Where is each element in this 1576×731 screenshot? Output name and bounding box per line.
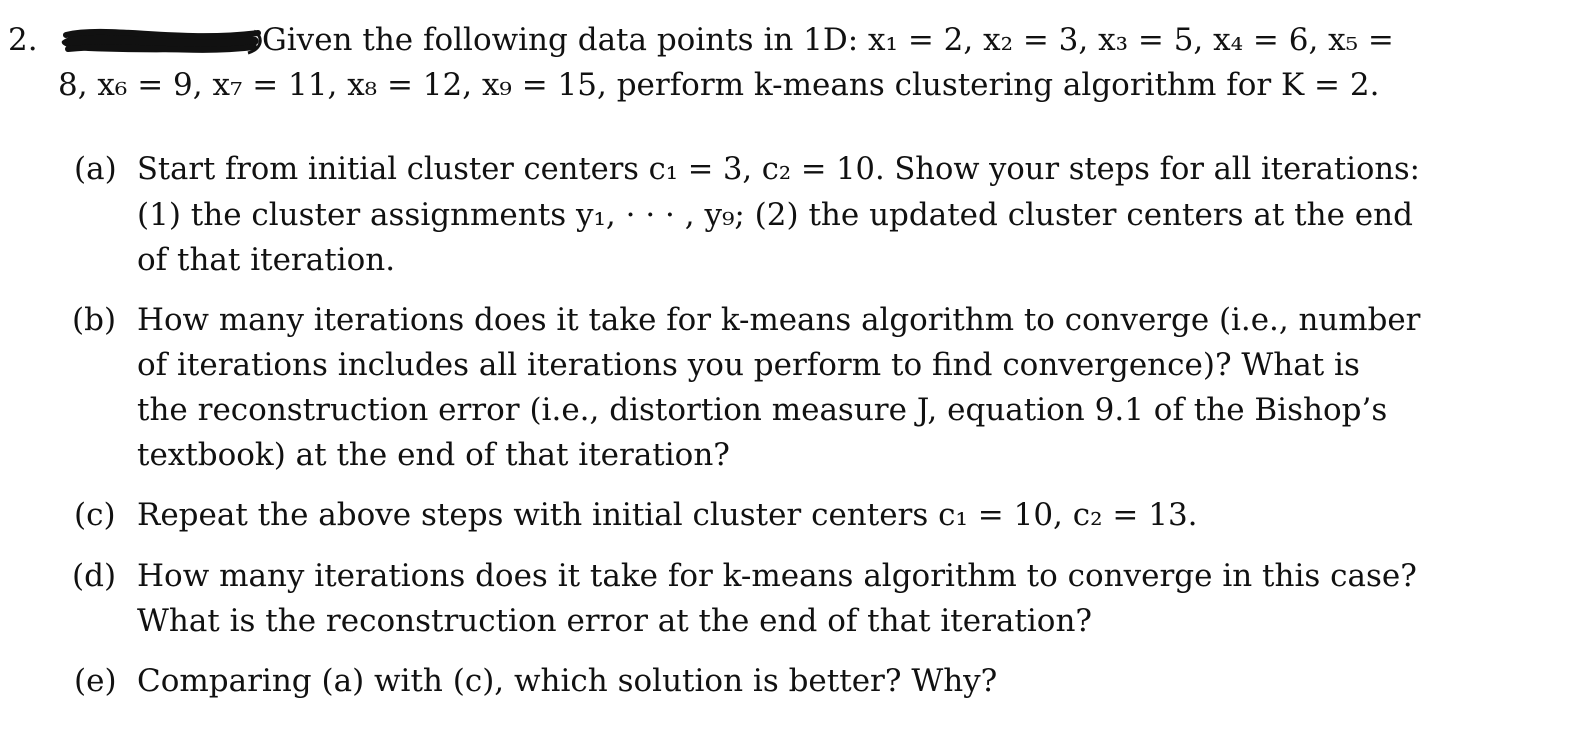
- part-c-line-1: Repeat the above steps with initial cluster centers c₁ = 10, c₂ = 13.: [137, 497, 1198, 533]
- part-d-line-1: How many iterations does it take for k-means algorithm to converge in this case?: [137, 558, 1417, 594]
- part-b-line-2: of iterations includes all iterations you perform to find convergence)? What is: [137, 347, 1360, 383]
- part-b-line-4: textbook) at the end of that iteration?: [137, 437, 730, 473]
- part-e-label: (e): [74, 663, 117, 699]
- problem-intro-line-2: 8, x₆ = 9, x₇ = 11, x₈ = 12, x₉ = 15, perform k-means clustering algorithm for K = 2.: [58, 67, 1380, 103]
- part-a-line-3: of that iteration.: [137, 242, 396, 278]
- part-a-line-1: Start from initial cluster centers c₁ = 3, c₂ = 10. Show your steps for all iterations:: [137, 151, 1420, 187]
- redaction-scribble: [58, 27, 264, 55]
- part-d-line-2: What is the reconstruction error at the end of that iteration?: [137, 603, 1093, 639]
- problem-number: 2.: [8, 22, 38, 58]
- part-e-line-1: Comparing (a) with (c), which solution is better? Why?: [137, 663, 998, 699]
- part-b-label: (b): [72, 302, 117, 338]
- part-c-label: (c): [74, 497, 116, 533]
- part-d-label: (d): [72, 558, 117, 594]
- part-b-line-3: the reconstruction error (i.e., distortion measure J, equation 9.1 of the Bishop’s: [137, 392, 1388, 428]
- part-b-line-1: How many iterations does it take for k-means algorithm to converge (i.e., number: [137, 302, 1421, 338]
- part-a-line-2: (1) the cluster assignments y₁, · · · , y₉; (2) the updated cluster centers at the end: [137, 197, 1413, 233]
- part-a-label: (a): [74, 151, 117, 187]
- problem-intro-line-1: Given the following data points in 1D: x₁ = 2, x₂ = 3, x₃ = 5, x₄ = 6, x₅ =: [262, 22, 1394, 58]
